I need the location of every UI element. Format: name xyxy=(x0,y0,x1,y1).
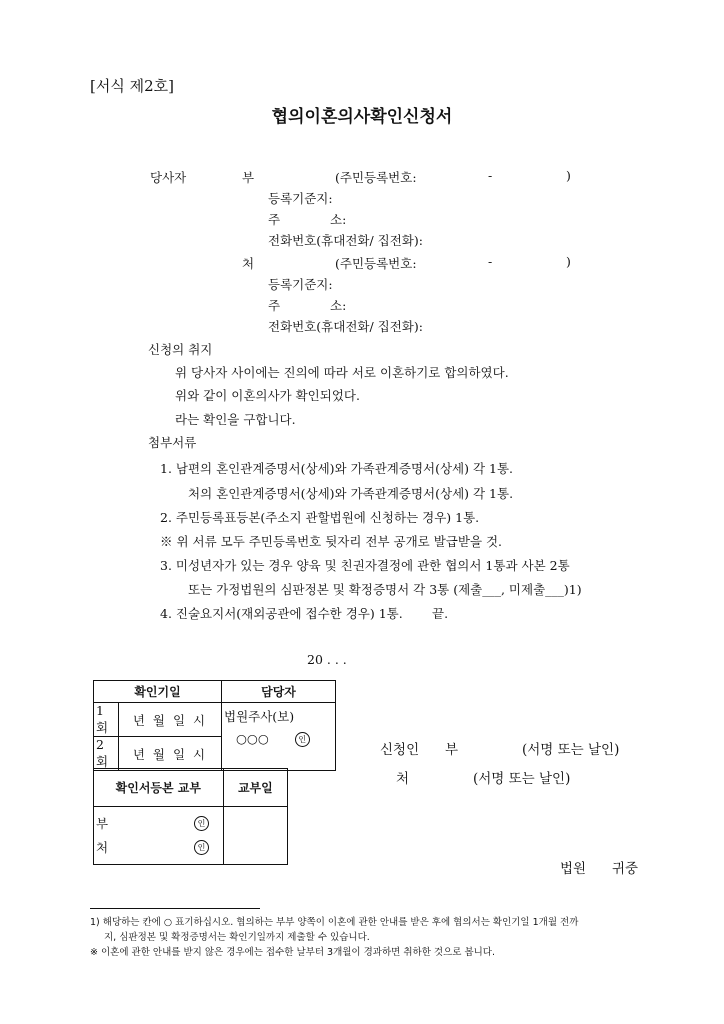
copy-recipients-cell xyxy=(94,807,224,865)
husband-address-a: 주 xyxy=(268,212,281,227)
seal-icon: 인 xyxy=(194,816,209,831)
attachment-item-1b: 처의 혼인관계증명서(상세)와 가족관계증명서(상세) 각 1통. xyxy=(188,486,514,501)
court-name: 법원 xyxy=(560,861,587,877)
wife-phone: 전화번호(휴대전화/ 집전화): xyxy=(268,319,423,334)
husband-rrn-label: (주민등록번호: xyxy=(335,170,417,185)
attachment-item-4: 4. 진술요지서(재외공관에 접수한 경우) 1통. xyxy=(160,606,403,621)
seal-icon: 인 xyxy=(295,732,310,747)
wife-rrn-close: ) xyxy=(566,254,571,269)
round-2-datetime: 년 월 일 시 xyxy=(119,737,222,771)
court-addressee: 귀중 xyxy=(612,861,639,877)
copy-husband-label: 부 xyxy=(96,815,109,831)
delivery-date-cell xyxy=(223,807,287,865)
applicant-husband: 부 xyxy=(445,742,459,758)
footnote-1a: 1) 해당하는 칸에 ○ 표기하십시오. 협의하는 부부 양쪽이 이혼에 관한 안내를 받은 후에 협의서는 확인기일 1개월 전까 xyxy=(90,917,579,928)
attachment-item-2: 2. 주민등록표등본(주소지 관할법원에 신청하는 경우) 1통. xyxy=(160,510,480,525)
wife-label: 처 xyxy=(242,256,255,271)
husband-label: 부 xyxy=(242,170,255,185)
round-1-datetime: 년 월 일 시 xyxy=(119,703,222,737)
applicant-wife-sign: (서명 또는 날인) xyxy=(473,771,571,787)
footnote-divider xyxy=(90,908,260,909)
applicant-label: 신청인 xyxy=(380,742,420,758)
delivery-date-header: 교부일 xyxy=(223,769,287,807)
purpose-line-3: 라는 확인을 구합니다. xyxy=(175,412,296,427)
document-title: 협의이혼의사확인신청서 xyxy=(271,107,453,127)
date-line: 20 . . . xyxy=(307,652,347,667)
wife-reg-base: 등록기준지: xyxy=(268,277,333,292)
officer-name: ○○○ xyxy=(236,731,269,746)
confirm-date-header: 확인기일 xyxy=(94,681,222,703)
copy-wife-label: 처 xyxy=(96,839,109,855)
husband-address-b: 소: xyxy=(330,212,347,227)
seal-icon: 인 xyxy=(194,840,209,855)
copy-delivery-header: 확인서등본 교부 xyxy=(94,769,224,807)
purpose-heading: 신청의 취지 xyxy=(148,342,213,357)
wife-address-b: 소: xyxy=(330,298,347,313)
husband-rrn-close: ) xyxy=(566,168,571,183)
wife-rrn-label: (주민등록번호: xyxy=(335,256,417,271)
round-2-label: 2회 xyxy=(94,737,119,771)
applicant-wife: 처 xyxy=(396,771,410,787)
confirm-date-table xyxy=(93,680,336,771)
attachments-heading: 첨부서류 xyxy=(148,435,197,450)
husband-rrn-dash: - xyxy=(488,168,493,183)
attachment-item-3a: 3. 미성년자가 있는 경우 양육 및 친권자결정에 관한 협의서 1통과 사본 2통 xyxy=(160,558,570,573)
wife-rrn-dash: - xyxy=(488,254,493,269)
officer-title: 법원주사(보) xyxy=(224,709,295,724)
form-number: [서식 제2호] xyxy=(90,77,174,95)
attachment-item-1a: 1. 남편의 혼인관계증명서(상세)와 가족관계증명서(상세) 각 1통. xyxy=(160,461,514,476)
husband-reg-base: 등록기준지: xyxy=(268,191,333,206)
attachment-note: ※ 위 서류 모두 주민등록번호 뒷자리 전부 공개로 발급받을 것. xyxy=(160,534,503,549)
officer-cell xyxy=(222,703,336,771)
officer-header: 담당자 xyxy=(222,681,336,703)
footnote-2: ※ 이혼에 관한 안내를 받지 않은 경우에는 접수한 날부터 3개월이 경과하면 취하한 것으로 봅니다. xyxy=(90,947,496,958)
parties-label: 당사자 xyxy=(150,170,187,185)
applicant-husband-sign: (서명 또는 날인) xyxy=(522,742,620,758)
copy-row-husband xyxy=(96,814,221,834)
copy-delivery-table xyxy=(93,768,288,865)
attachment-item-3b: 또는 가정법원의 심판정본 및 확정증명서 각 3통 (제출___, 미제출___)1) xyxy=(188,582,582,597)
copy-row-wife xyxy=(96,838,221,858)
husband-phone: 전화번호(휴대전화/ 집전화): xyxy=(268,233,423,248)
attachment-end: 끝. xyxy=(432,606,449,621)
round-1-label: 1회 xyxy=(94,703,119,737)
officer-name-row xyxy=(224,731,331,747)
wife-address-a: 주 xyxy=(268,298,281,313)
footnote-1b: 지, 심판정본 및 확정증명서는 확인기일까지 제출할 수 있습니다. xyxy=(104,932,370,943)
purpose-line-2: 위와 같이 이혼의사가 확인되었다. xyxy=(175,388,360,403)
purpose-line-1: 위 당사자 사이에는 진의에 따라 서로 이혼하기로 합의하였다. xyxy=(175,365,509,380)
